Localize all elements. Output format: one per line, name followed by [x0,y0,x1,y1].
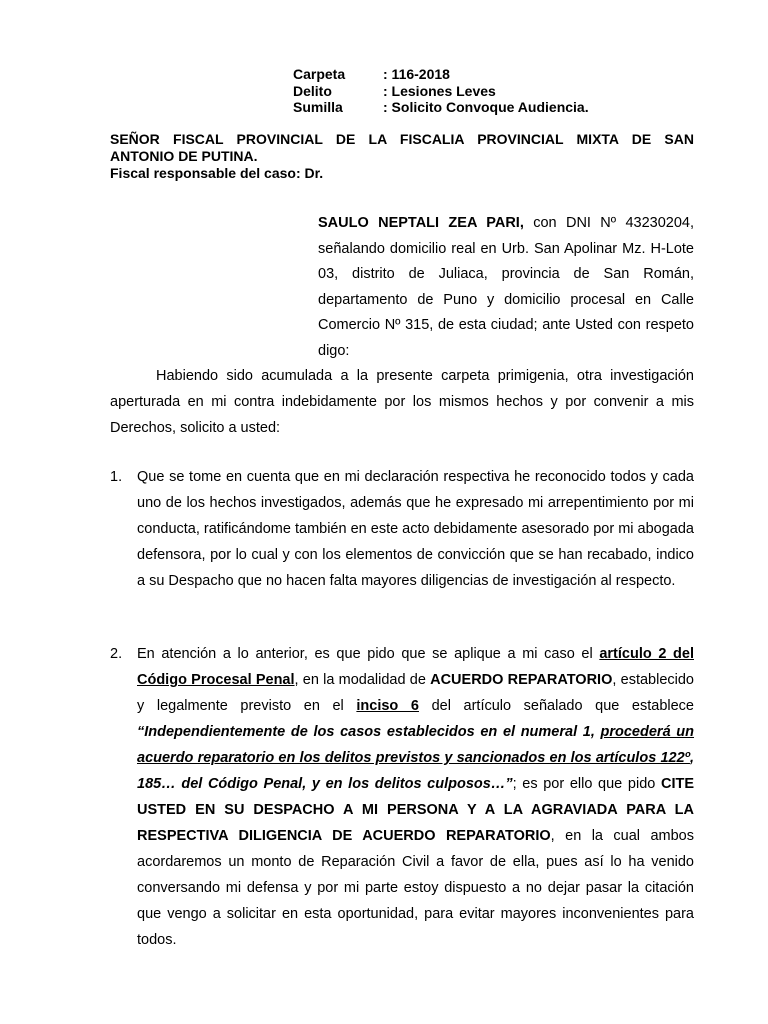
header-label: Delito [293,82,332,99]
header-row-delito [293,83,589,100]
list-item-text [137,641,694,953]
legal-quote: “Independientemente de los casos establecidos en el numeral 1, [137,724,601,740]
modality-emphasis: ACUERDO REPARATORIO [430,672,613,688]
header-label: Carpeta [293,66,346,82]
article-reference: artículo 2 del Código Procesal Penal [137,646,694,688]
request-emphasis: CITE USTED EN SU DESPACHO A MI PERSONA Y A LA AGRAVIADA PARA LA RESPECTIVA DILIGENCIA DE ACUERDO REPARATORIO [137,776,695,844]
header-row-carpeta [293,66,589,83]
list-item-text: Que se tome en cuenta que en mi declaración respectiva he reconocido todos y cada uno de los hechos investigados, además que he expresado mi arrepentimiento por mi conducta, ratificándome también en este acto debidamente asesorado por mi abogada defensora, por lo cual y con los elementos de convicción que se han recabado, indico a su Despacho que no hacen falta mayores diligencias de investigación al respecto. [137,469,694,589]
header-label: Sumilla [293,99,343,115]
text-run: ; es por ello que pido [512,776,661,792]
addressee-line-1: SEÑOR FISCAL PROVINCIAL DE LA FISCALIA PROVINCIAL MIXTA DE SAN [110,131,694,147]
text-run: , en la cual ambos acordaremos un monto de Reparación Civil a favor de ella, pues así lo ha venido conversando mi defensa y por mi parte estoy dispuesto a no dejar pasar la citación que vengo a solicitar en esta oportunidad, para evitar mayores inconvenientes para todos. [137,828,694,948]
header-value: : Lesiones Leves [383,82,496,99]
addressee-line-2: ANTONIO DE PUTINA. [110,148,258,164]
text-run: del artículo señalado que establece [418,698,695,714]
text-run: , en la modalidad de [294,672,431,688]
header-value: : Solicito Convoque Audiencia. [383,99,589,115]
text-run: , establecido y legalmente previsto en el [137,672,694,714]
header-row-sumilla [293,99,589,116]
list-item-number: 1. [110,469,123,485]
text-run: En atención a lo anterior, es que pido que se aplique a mi caso el [137,646,600,662]
addressee-block [110,131,694,182]
case-header [293,66,589,116]
addressee-line-3: Fiscal responsable del caso: Dr. [110,165,324,181]
list-item-number: 2. [110,646,123,662]
legal-quote-end: , 185… del Código Penal, y en los delitos culposos…” [137,750,694,792]
header-value: : 116-2018 [383,66,450,82]
petitioner-intro [318,211,694,364]
opening-paragraph: Habiendo sido acumulada a la presente carpeta primigenia, otra investigación aperturada en mi contra indebidamente por los mismos hechos y por convenir a mis Derechos, solicito a usted: [110,368,694,436]
inciso-reference: inciso 6 [356,698,419,714]
petitioner-details: con DNI Nº 43230204, señalando domicilio real en Urb. San Apolinar Mz. H-Lote 03, distrito de Juliaca, provincia de San Román, departamento de Puno y domicilio procesal en Calle Comercio Nº 315, de esta ciudad; ante Usted con respeto digo: [318,215,694,359]
legal-quote-underlined: procederá un acuerdo reparatorio en los delitos previstos y sancionados en los artículos 122º [137,724,695,766]
petitioner-name: SAULO NEPTALI ZEA PARI, [318,215,524,231]
